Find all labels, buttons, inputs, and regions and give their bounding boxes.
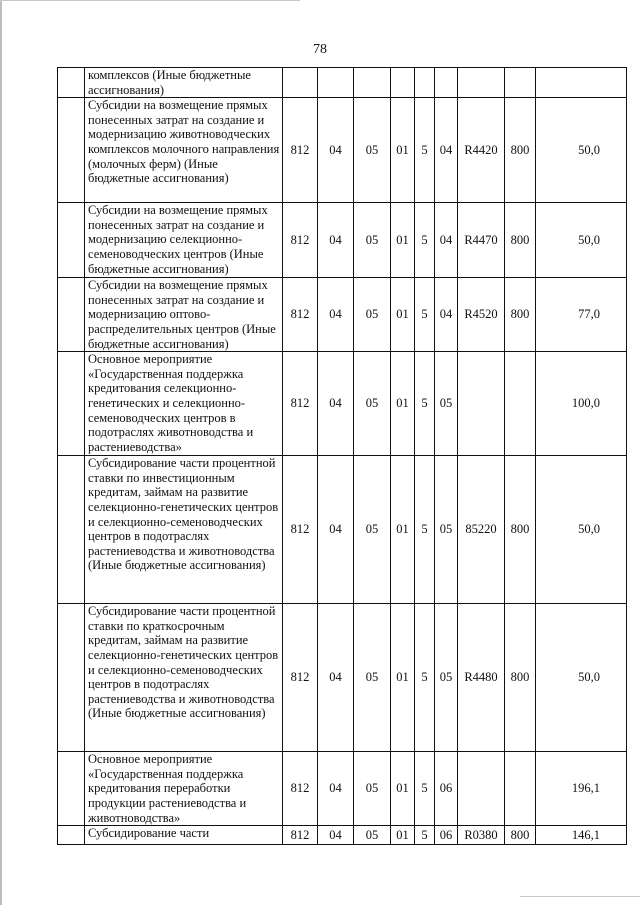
table-cell-index xyxy=(58,456,85,604)
table-cell-target xyxy=(458,352,505,456)
table-cell-section: 04 xyxy=(318,752,354,826)
table-cell-expense-type: 800 xyxy=(505,98,536,203)
table-cell-subprogram-type: 5 xyxy=(415,752,435,826)
table-cell-subprogram xyxy=(435,68,458,98)
table-cell-section: 04 xyxy=(318,98,354,203)
table-cell-program: 01 xyxy=(391,203,415,278)
table-cell-program: 01 xyxy=(391,752,415,826)
table-cell-expense-type xyxy=(505,352,536,456)
table-cell-expense-type: 800 xyxy=(505,203,536,278)
table-cell-section: 04 xyxy=(318,203,354,278)
table-cell-target xyxy=(458,752,505,826)
table-cell-ministry: 812 xyxy=(283,604,318,752)
table-cell-subprogram: 05 xyxy=(435,352,458,456)
table-cell-ministry: 812 xyxy=(283,98,318,203)
table-cell-subprogram: 04 xyxy=(435,278,458,352)
table-cell-expense-type xyxy=(505,68,536,98)
table-cell-subsection: 05 xyxy=(354,752,391,826)
table-cell-index xyxy=(58,352,85,456)
table-cell-name: Субсидирование части процентной ставки по инвестиционным кредитам, займам на развитие селекционно-генетических центров и селекционно-семеноводческих центров в подотраслях растениеводства и животноводства (Иные бюджетные ассигнования) xyxy=(85,456,283,604)
table-cell-ministry: 812 xyxy=(283,278,318,352)
table-cell-subprogram-type: 5 xyxy=(415,98,435,203)
table-cell-program: 01 xyxy=(391,604,415,752)
table-cell-amount: 50,0 xyxy=(536,203,627,278)
table-cell-target: R4520 xyxy=(458,278,505,352)
table-cell-expense-type: 800 xyxy=(505,456,536,604)
table-cell-amount: 50,0 xyxy=(536,456,627,604)
table-cell-expense-type xyxy=(505,752,536,826)
table-cell-ministry: 812 xyxy=(283,826,318,845)
table-row xyxy=(58,98,627,203)
table-cell-subprogram: 04 xyxy=(435,98,458,203)
table-cell-subprogram: 05 xyxy=(435,456,458,604)
table-row xyxy=(58,278,627,352)
table-cell-section: 04 xyxy=(318,456,354,604)
table-cell-name: Субсидии на возмещение прямых понесенных затрат на создание и модернизацию оптово-распределительных центров (Иные бюджетные ассигнования) xyxy=(85,278,283,352)
table-cell-target: R0380 xyxy=(458,826,505,845)
table-cell-amount xyxy=(536,68,627,98)
table-cell-amount: 196,1 xyxy=(536,752,627,826)
table-cell-subprogram-type: 5 xyxy=(415,604,435,752)
table-cell-section: 04 xyxy=(318,278,354,352)
table-cell-program: 01 xyxy=(391,278,415,352)
table-cell-ministry: 812 xyxy=(283,203,318,278)
scan-edge-left xyxy=(0,0,2,905)
table-row xyxy=(58,456,627,604)
table-row xyxy=(58,68,627,98)
table-cell-index xyxy=(58,752,85,826)
table-cell-section: 04 xyxy=(318,604,354,752)
table-row xyxy=(58,826,627,845)
table-cell-subsection xyxy=(354,68,391,98)
table-cell-program: 01 xyxy=(391,826,415,845)
table-cell-name: Субсидирование части xyxy=(85,826,283,845)
table-cell-name: Субсидии на возмещение прямых понесенных затрат на создание и модернизацию животноводческих комплексов молочного направления (молочных ферм) (Иные бюджетные ассигнования) xyxy=(85,98,283,203)
table-cell-name: Субсидирование части процентной ставки по краткосрочным кредитам, займам на развитие селекционно-генетических центров и селекционно-семеноводческих центров в подотраслях растениеводства и животноводства (Иные бюджетные ассигнования) xyxy=(85,604,283,752)
page-number: 78 xyxy=(313,42,327,57)
table-cell-subprogram-type: 5 xyxy=(415,456,435,604)
table-cell-subprogram-type: 5 xyxy=(415,352,435,456)
table-cell-section: 04 xyxy=(318,826,354,845)
table-cell-target: R4420 xyxy=(458,98,505,203)
table-cell-amount: 50,0 xyxy=(536,98,627,203)
table-cell-index xyxy=(58,278,85,352)
table-cell-ministry: 812 xyxy=(283,456,318,604)
table-cell-subsection: 05 xyxy=(354,456,391,604)
table-cell-subprogram-type: 5 xyxy=(415,203,435,278)
table-cell-amount: 100,0 xyxy=(536,352,627,456)
table-cell-ministry: 812 xyxy=(283,352,318,456)
table-cell-subsection: 05 xyxy=(354,826,391,845)
table-cell-section: 04 xyxy=(318,352,354,456)
table-cell-name: Основное мероприятие «Государственная поддержка кредитования переработки продукции растениеводства и животноводства» xyxy=(85,752,283,826)
table-cell-program: 01 xyxy=(391,456,415,604)
table-cell-subsection: 05 xyxy=(354,203,391,278)
table-cell-index xyxy=(58,98,85,203)
table-cell-amount: 77,0 xyxy=(536,278,627,352)
table-cell-subprogram-type xyxy=(415,68,435,98)
table-cell-name: Субсидии на возмещение прямых понесенных затрат на создание и модернизацию селекционно-семеноводческих центров (Иные бюджетные ассигнования) xyxy=(85,203,283,278)
table-cell-target: 85220 xyxy=(458,456,505,604)
table-cell-section xyxy=(318,68,354,98)
table-cell-amount: 146,1 xyxy=(536,826,627,845)
scan-edge-bottom xyxy=(520,896,640,897)
table-row xyxy=(58,604,627,752)
table-cell-target xyxy=(458,68,505,98)
table-cell-subprogram: 05 xyxy=(435,604,458,752)
table-cell-subprogram-type: 5 xyxy=(415,826,435,845)
table-cell-amount: 50,0 xyxy=(536,604,627,752)
table-cell-name: Основное мероприятие «Государственная поддержка кредитования селекционно-генетических и селекционно-семеноводческих центров в подотраслях животноводства и растениеводства» xyxy=(85,352,283,456)
table-cell-name: комплексов (Иные бюджетные ассигнования) xyxy=(85,68,283,98)
table-cell-subprogram: 04 xyxy=(435,203,458,278)
table-cell-subsection: 05 xyxy=(354,278,391,352)
table-cell-subsection: 05 xyxy=(354,98,391,203)
table-cell-subsection: 05 xyxy=(354,604,391,752)
table-cell-target: R4470 xyxy=(458,203,505,278)
table-row xyxy=(58,352,627,456)
table-cell-subprogram-type: 5 xyxy=(415,278,435,352)
table-cell-target: R4480 xyxy=(458,604,505,752)
table-cell-ministry: 812 xyxy=(283,752,318,826)
table-cell-expense-type: 800 xyxy=(505,604,536,752)
scan-edge-top xyxy=(0,0,300,1)
budget-table xyxy=(57,67,627,845)
table-cell-subprogram: 06 xyxy=(435,826,458,845)
table-cell-index xyxy=(58,203,85,278)
table-cell-expense-type: 800 xyxy=(505,278,536,352)
table-cell-ministry xyxy=(283,68,318,98)
table-cell-index xyxy=(58,68,85,98)
table-row xyxy=(58,752,627,826)
table-row xyxy=(58,203,627,278)
table-cell-subprogram: 06 xyxy=(435,752,458,826)
table-cell-index xyxy=(58,604,85,752)
table-cell-subsection: 05 xyxy=(354,352,391,456)
table-cell-program: 01 xyxy=(391,98,415,203)
table-cell-program xyxy=(391,68,415,98)
table-cell-program: 01 xyxy=(391,352,415,456)
table-cell-index xyxy=(58,826,85,845)
table-cell-expense-type: 800 xyxy=(505,826,536,845)
